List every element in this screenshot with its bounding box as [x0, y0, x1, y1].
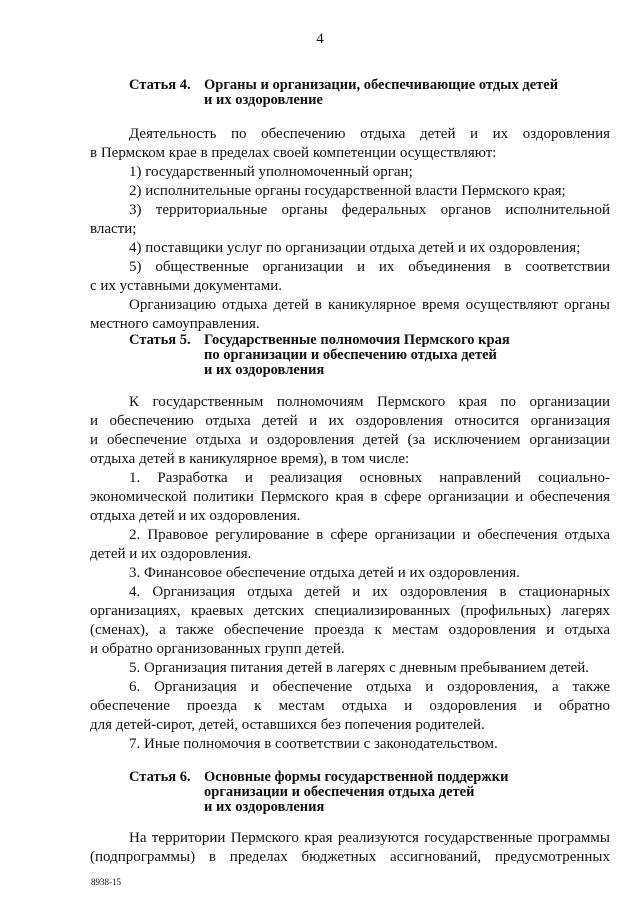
document-code: 8938-15 — [91, 877, 121, 887]
article-6-title-line: Основные формы государственной поддержки — [204, 769, 509, 785]
article-4-list-item: 1) государственный уполномоченный орган; — [129, 164, 413, 180]
article-4-list-item: 2) исполнительные органы государственной власти Пермского края; — [129, 183, 566, 199]
article-4-paragraph-line: Организацию отдыха детей в каникулярное время осуществляют органы — [129, 297, 610, 313]
article-4-number: Статья 4. — [129, 77, 191, 93]
article-5-list-item-continuation: отдыха детей и их оздоровления. — [90, 508, 301, 524]
article-5-number: Статья 5. — [129, 332, 191, 348]
article-5-list-item: 2. Правовое регулирование в сфере организации и обеспечения отдыха — [129, 527, 610, 543]
article-4-paragraph-line: местного самоуправления. — [90, 316, 260, 332]
article-5-list-item-continuation: экономической политики Пермского края в сфере организации и обеспечения — [90, 489, 610, 505]
article-4-list-item: 5) общественные организации и их объединения в соответствии — [129, 259, 610, 275]
article-4-list-item-continuation: с их уставными документами. — [90, 278, 283, 294]
page-number: 4 — [316, 31, 324, 47]
article-5-title — [204, 333, 510, 378]
article-5-list-item: 3. Финансовое обеспечение отдыха детей и их оздоровления. — [129, 565, 520, 581]
article-5-list-item: 1. Разработка и реализация основных направлений социально- — [129, 470, 610, 486]
article-4-title-line: Органы и организации, обеспечивающие отдых детей — [204, 77, 559, 93]
article-4-heading — [129, 78, 558, 108]
article-6-paragraph-line: На территории Пермского края реализуются государственные программы — [129, 830, 610, 846]
article-5-list-item-continuation: организациях, краевых детских специализированных (профильных) лагерях — [90, 603, 610, 619]
article-5-list-item-continuation: для детей-сирот, детей, оставшихся без попечения родителей. — [90, 717, 485, 733]
article-4-paragraph-line: Деятельность по обеспечению отдыха детей и их оздоровления — [129, 126, 610, 142]
article-6-heading — [129, 770, 509, 815]
article-5-title-line: по организации и обеспечению отдыха детей — [204, 347, 497, 363]
article-5-paragraph-line: отдыха детей в каникулярное время), в том числе: — [90, 451, 410, 467]
article-5-paragraph-line: и обеспечению отдыха детей и их оздоровления относится организация — [90, 413, 610, 429]
article-5-paragraph-line: К государственным полномочиям Пермского края по организации — [129, 394, 610, 410]
article-5-title-line: и их оздоровления — [204, 362, 325, 378]
article-6-title-line: организации и обеспечения отдыха детей — [204, 784, 475, 800]
article-5-list-item: 7. Иные полномочия в соответствии с законодательством. — [129, 736, 498, 752]
article-6-title-line: и их оздоровления — [204, 799, 325, 815]
article-5-list-item-continuation: детей и их оздоровления. — [90, 546, 252, 562]
article-5-list-item: 6. Организация и обеспечение отдыха и оздоровления, а также — [129, 679, 610, 695]
article-5-list-item: 4. Организация отдыха детей и их оздоровления в стационарных — [129, 584, 610, 600]
article-4-paragraph-line: в Пермском крае в пределах своей компетенции осуществляют: — [90, 145, 497, 161]
article-4-title — [204, 78, 558, 108]
article-4-list-item: 4) поставщики услуг по организации отдыха детей и их оздоровления; — [129, 240, 581, 256]
article-5-heading — [129, 333, 510, 378]
article-6-number: Статья 6. — [129, 769, 191, 785]
article-5-list-item: 5. Организация питания детей в лагерях с дневным пребыванием детей. — [129, 660, 589, 676]
article-6-title — [204, 770, 509, 815]
article-5-paragraph-line: и обеспечение отдыха и оздоровления детей (за исключением организации — [90, 432, 610, 448]
article-5-list-item-continuation: и обратно организованных групп детей. — [90, 641, 345, 657]
article-5-list-item-continuation: (сменах), а также обеспечение проезда к местам оздоровления и отдыха — [90, 622, 610, 638]
article-4-title-line: и их оздоровление — [204, 92, 323, 108]
article-4-list-item: 3) территориальные органы федеральных органов исполнительной — [129, 202, 610, 218]
article-5-title-line: Государственные полномочия Пермского края — [204, 332, 510, 348]
article-4-list-item-continuation: власти; — [90, 221, 137, 237]
article-5-list-item-continuation: обеспечение проезда к местам отдыха и оздоровления и обратно — [90, 698, 610, 714]
article-6-paragraph-line: (подпрограммы) в пределах бюджетных ассигнований, предусмотренных — [90, 849, 610, 865]
